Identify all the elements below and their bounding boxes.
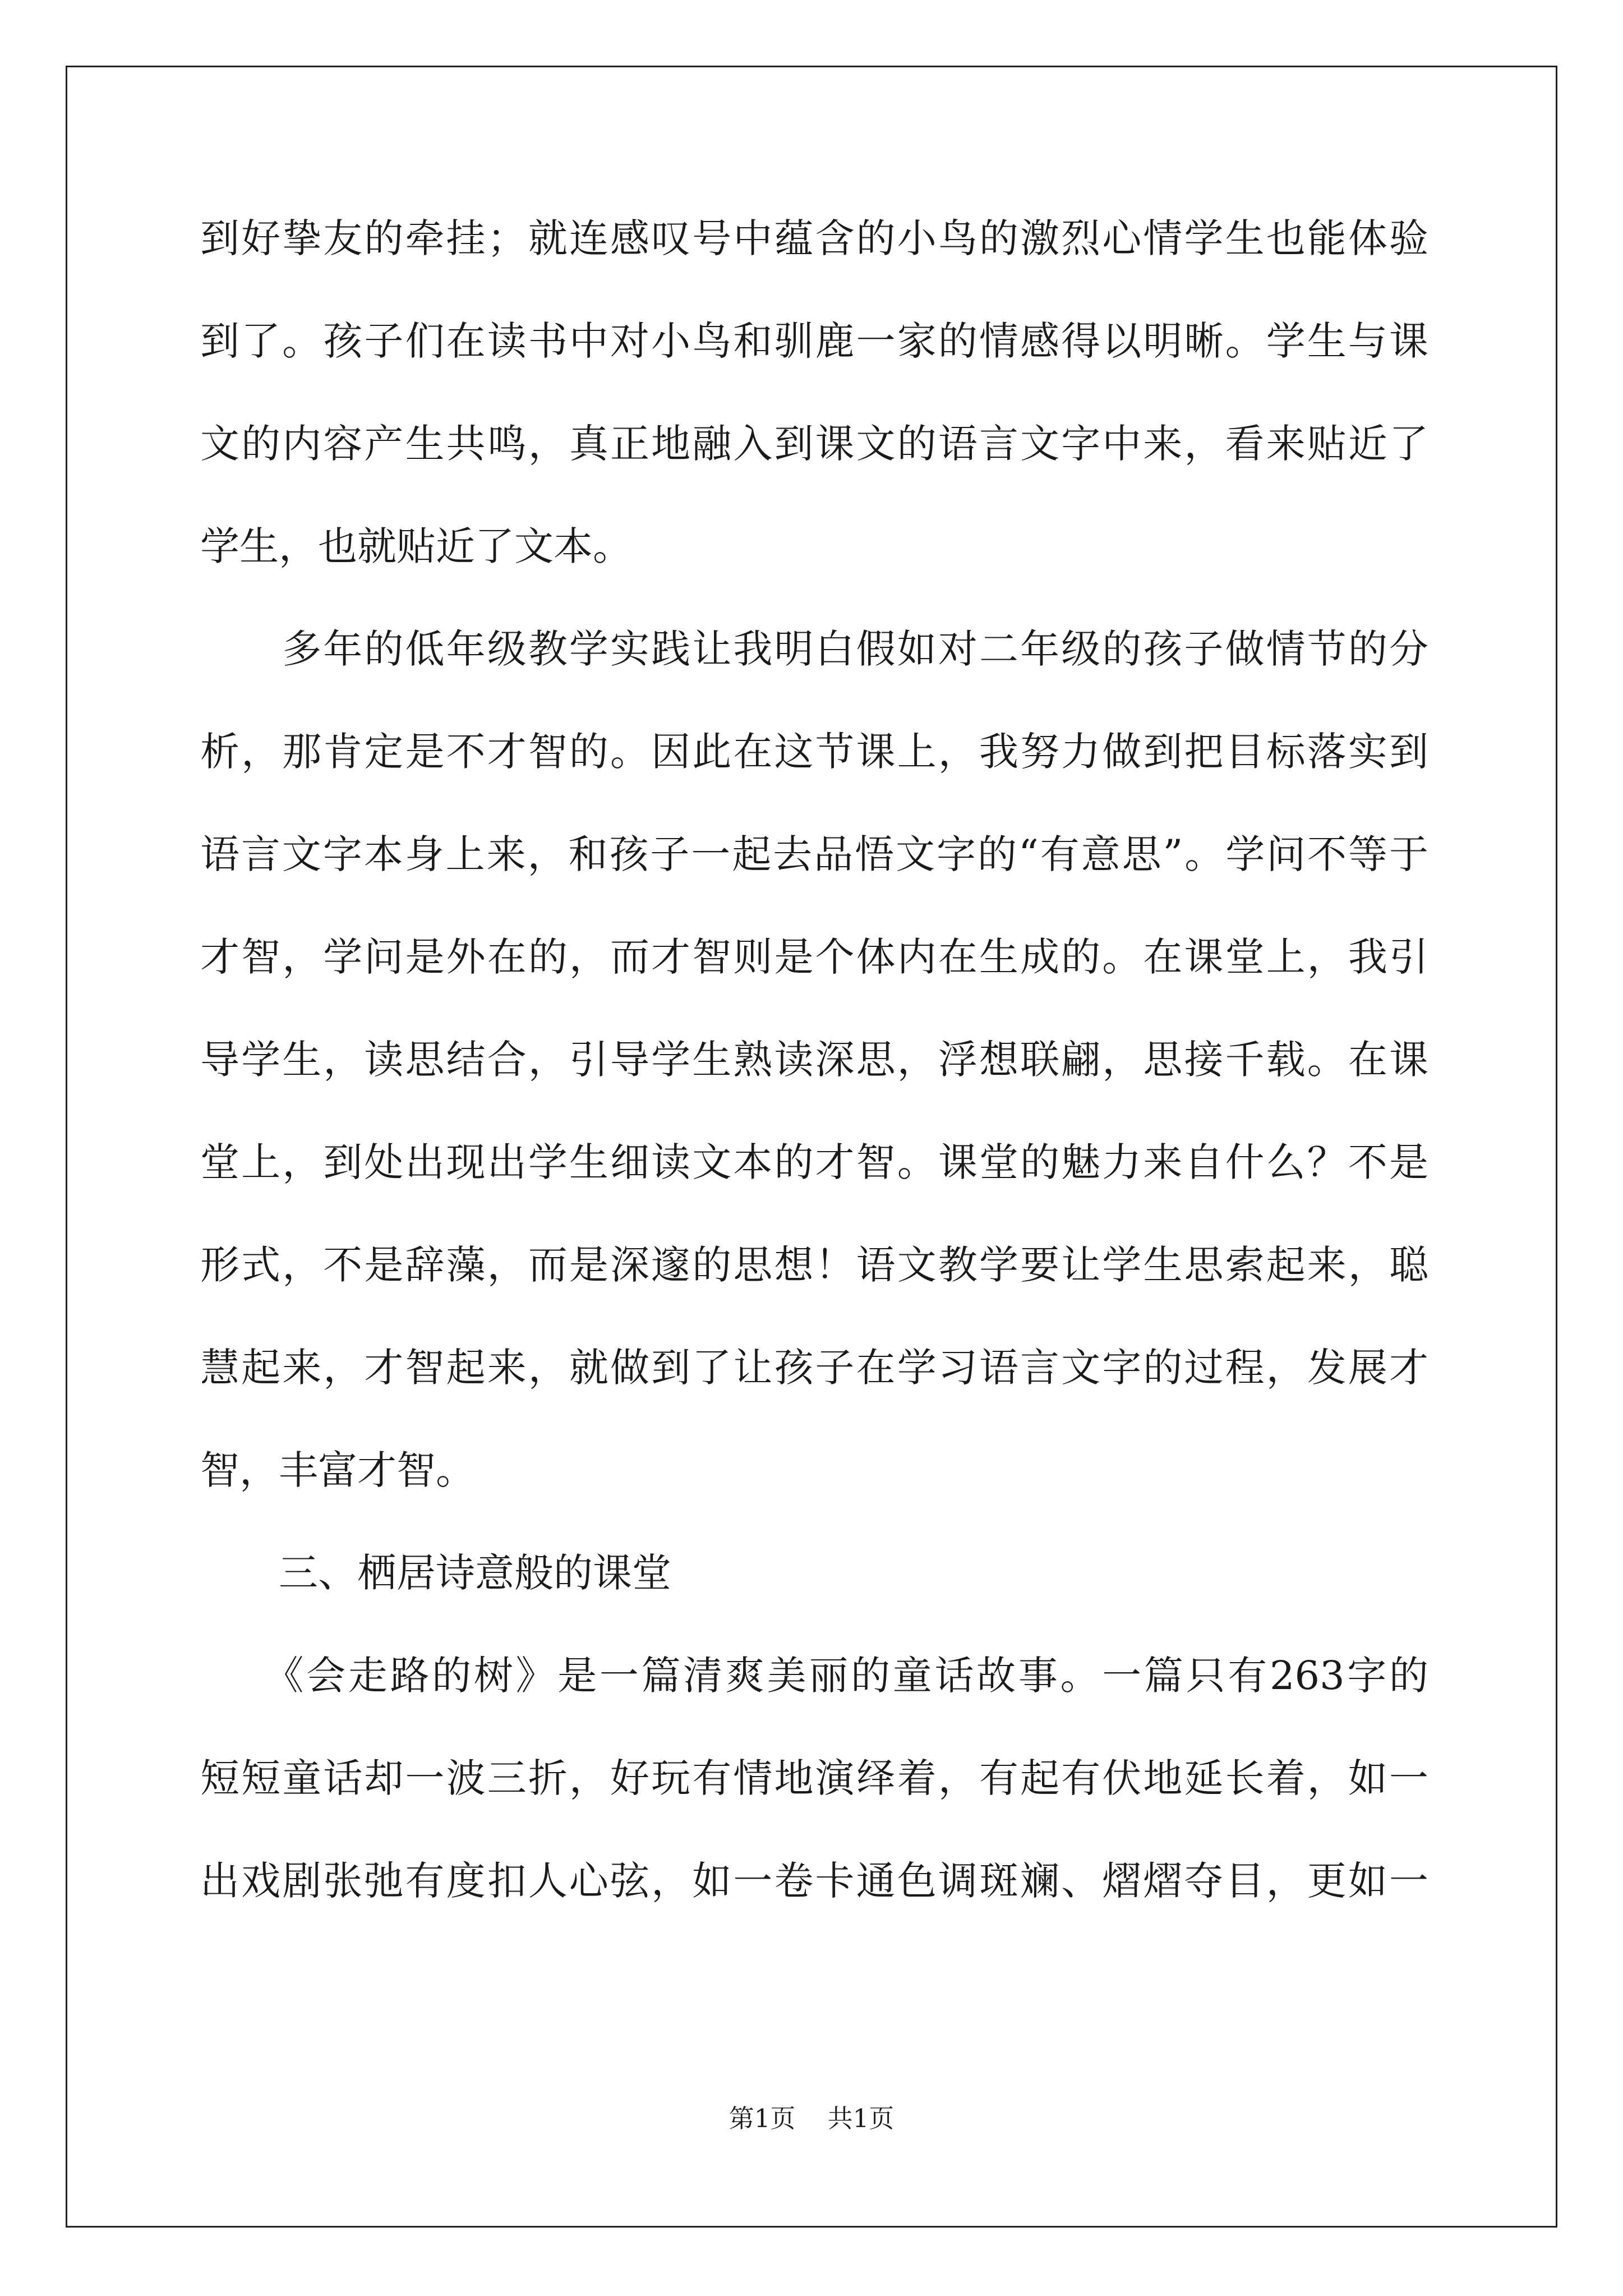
- text-line-12: 慧起来，才智起来，就做到了让孩子在学习语言文字的过程，发展才: [200, 1345, 1428, 1391]
- text-line-11: 形式，不是辞藻，而是深邃的思想！语文教学要让学生思索起来，聪: [200, 1243, 1428, 1288]
- text-line-1: 到好挚友的牵挂；就连感叹号中蕴含的小鸟的激烈心情学生也能体验: [200, 216, 1428, 261]
- page-footer: [0, 2098, 1623, 2134]
- text-line-2: 到了。孩子们在读书中对小鸟和驯鹿一家的情感得以明晰。学生与课: [200, 319, 1428, 364]
- document-body: [200, 216, 1428, 1961]
- section-heading: 三、栖居诗意般的课堂: [200, 1550, 671, 1596]
- text-line-7: 语言文字本身上来，和孩子一起去品悟文字的“有意思”。学问不等于: [200, 832, 1428, 877]
- text-line-4: 学生，也就贴近了文本。: [200, 524, 632, 569]
- page-number: 第1页: [728, 2104, 796, 2133]
- page-total: 共1页: [827, 2104, 895, 2133]
- text-line-9: 导学生，读思结合，引导学生熟读深思，浮想联翩，思接千载。在课: [200, 1037, 1428, 1083]
- text-line-10: 堂上，到处出现出学生细读文本的才智。课堂的魅力来自什么？不是: [200, 1140, 1428, 1185]
- text-line-3: 文的内容产生共鸣，真正地融入到课文的语言文字中来，看来贴近了: [200, 421, 1428, 467]
- text-line-16: 短短童话却一波三折，好玩有情地演绎着，有起有伏地延长着，如一: [200, 1756, 1428, 1801]
- text-line-8: 才智，学问是外在的，而才智则是个体内在生成的。在课堂上，我引: [200, 935, 1428, 980]
- text-line-5: 多年的低年级教学实践让我明白假如对二年级的孩子做情节的分: [200, 627, 1428, 672]
- text-line-17: 出戏剧张弛有度扣人心弦，如一卷卡通色调斑斓、熠熠夺目，更如一: [200, 1858, 1428, 1904]
- text-line-6: 析，那肯定是不才智的。因此在这节课上，我努力做到把目标落实到: [200, 729, 1428, 775]
- text-line-13: 智，丰富才智。: [200, 1448, 475, 1493]
- text-line-15: 《会走路的树》是一篇清爽美丽的童话故事。一篇只有263字的: [200, 1653, 1428, 1699]
